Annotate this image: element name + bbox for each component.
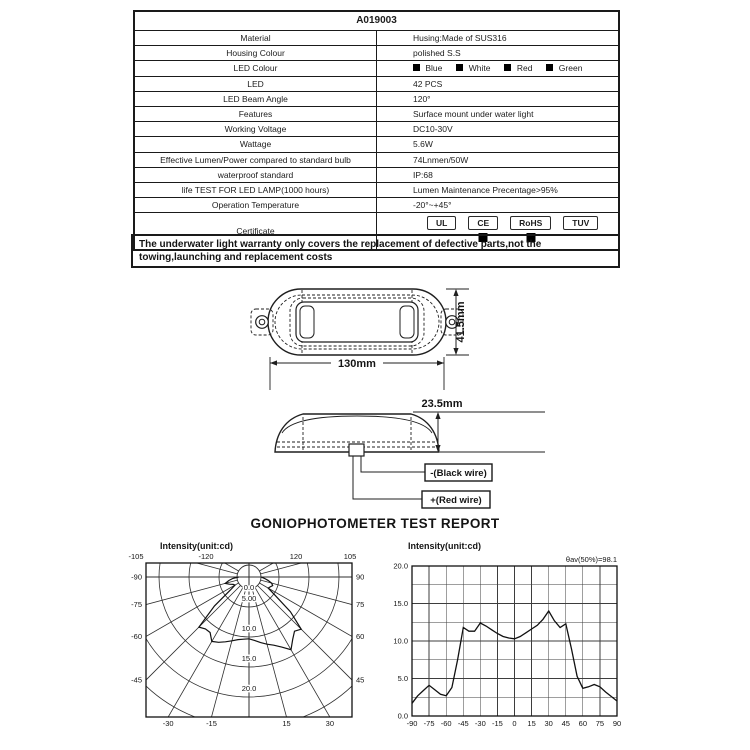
- spec-row-value: 120°: [377, 91, 620, 106]
- polar-top-tick-label: 105: [343, 552, 357, 561]
- polar-intensity-chart: [100, 535, 370, 735]
- arrowhead: [453, 289, 458, 296]
- polar-radial-line--60: [100, 583, 239, 727]
- polar-ring-label: 20.0: [241, 684, 257, 693]
- led-color-option: Red: [504, 63, 532, 73]
- x-tick-label: -45: [457, 719, 469, 728]
- spec-row-value: Surface mount under water light: [377, 106, 620, 121]
- spec-row-label: Working Voltage: [134, 122, 377, 137]
- spec-row-value: polished S.S: [377, 46, 620, 61]
- black-wire-label: -(Black wire): [430, 468, 487, 479]
- drawing-geometry: [251, 289, 545, 499]
- spec-row-label: Operation Temperature: [134, 198, 377, 213]
- polar-top-tick-label: -120: [198, 552, 214, 561]
- spec-row-value: 74Lnmen/50W: [377, 152, 620, 167]
- led-color-option: Green: [546, 63, 582, 73]
- spec-row-value: Husing:Made of SUS316: [377, 31, 620, 46]
- polar-bottom-tick-label: -15: [206, 719, 217, 728]
- spec-row-label: LED Colour: [134, 61, 377, 76]
- polar-bottom-tick-label: 30: [325, 719, 335, 728]
- spec-row-label: Housing Colour: [134, 46, 377, 61]
- x-tick-label: 45: [561, 719, 570, 728]
- spec-row-label: Wattage: [134, 137, 377, 152]
- led-color-option: Blue: [413, 63, 442, 73]
- warranty-note: The underwater light warranty only covers the replacement of defective parts,not the towing,launching and replacement costs: [131, 234, 620, 268]
- y-tick-label: 20.0: [393, 561, 408, 571]
- width-dimension-label: 130mm: [338, 358, 376, 370]
- certificate-box-ul: UL: [427, 216, 456, 230]
- polar-bottom-tick-label: 15: [282, 719, 291, 728]
- spec-row-label: Features: [134, 106, 377, 121]
- line-chart-title: Intensity(unit:cd): [408, 541, 481, 551]
- certificate-box-ce: CE: [468, 216, 498, 230]
- polar-left-tick-label: -45: [131, 675, 142, 685]
- x-tick-label: 30: [544, 719, 553, 728]
- certificate-box-tuv: TUV: [563, 216, 598, 230]
- red-wire-leader-line: [353, 456, 422, 499]
- polar-top-tick-label: 120: [289, 552, 303, 561]
- x-tick-label: 0: [512, 719, 517, 728]
- red-wire-label: +(Red wire): [430, 495, 482, 506]
- spec-row-label: life TEST FOR LED LAMP(1000 hours): [134, 182, 377, 197]
- x-tick-label: 15: [527, 719, 536, 728]
- spec-row-value: IP:68: [377, 167, 620, 182]
- depth-dimension-label: 23.5mm: [421, 398, 463, 410]
- height-dimension-label: 41.5mm: [455, 301, 467, 343]
- spec-row-value: 42 PCS: [377, 76, 620, 91]
- polar-radial-line--15: [171, 589, 246, 735]
- spec-row-label: LED: [134, 76, 377, 91]
- polar-right-tick-label: 90: [356, 572, 365, 582]
- polar-right-tick-label: 75: [356, 600, 365, 610]
- y-tick-label: 15.0: [393, 599, 408, 608]
- spec-row-label: Material: [134, 31, 377, 46]
- arrowhead: [270, 360, 277, 365]
- x-tick-label: -75: [423, 719, 435, 728]
- y-tick-label: 10.0: [393, 636, 408, 646]
- x-tick-label: -15: [491, 719, 503, 728]
- intensity-line-chart: [385, 535, 675, 735]
- spec-row-label: waterproof standard: [134, 167, 377, 182]
- polar-radial-line--30: [100, 587, 243, 735]
- polar-top-tick-label: -105: [128, 552, 144, 561]
- x-tick-label: -60: [440, 719, 452, 728]
- cart-grid: [412, 566, 617, 716]
- spec-row-label: LED Beam Angle: [134, 91, 377, 106]
- x-tick-label: 75: [595, 719, 605, 728]
- polar-radial-line--45: [100, 585, 241, 735]
- x-tick-label: 90: [612, 719, 622, 728]
- polar-chart-geometry: [100, 535, 370, 735]
- spec-row-label: Certificate: [134, 213, 377, 251]
- spec-row-value: 5.6W: [377, 137, 620, 152]
- polar-radial-line-60: [259, 583, 370, 727]
- x-tick-label: -90: [406, 719, 418, 728]
- spec-row-label: Effective Lumen/Power compared to standard bulb: [134, 152, 377, 167]
- spec-row-value: -20°~+45°: [377, 198, 620, 213]
- polar-ring-label: 5.00: [241, 594, 257, 603]
- arrowhead: [453, 348, 458, 355]
- black-wire-leader-line: [361, 456, 425, 472]
- spec-row-value: DC10-30V: [377, 122, 620, 137]
- wire-gland: [349, 444, 364, 456]
- x-tick-label: -30: [474, 719, 486, 728]
- arrowhead: [435, 412, 440, 419]
- spec-row-value: Lumen Maintenance Precentage>95%: [377, 182, 620, 197]
- polar-left-tick-label: -90: [131, 572, 142, 582]
- screw-hole-left: [256, 316, 269, 329]
- polar-ring-label: 0.0: [243, 583, 255, 592]
- polar-left-tick-label: -75: [131, 600, 142, 610]
- product-code-title: A019003: [134, 11, 619, 31]
- x-tick-label: 60: [578, 719, 588, 728]
- beam-angle-annotation: θav(50%)=98.1: [565, 555, 617, 564]
- polar-chart-title: Intensity(unit:cd): [160, 541, 233, 551]
- report-title: GONIOPHOTOMETER TEST REPORT: [250, 516, 500, 531]
- led-color-option: White: [456, 63, 490, 73]
- polar-ring-label: 15.0: [241, 654, 257, 663]
- certificate-box-rohs: RoHS: [510, 216, 551, 230]
- y-tick-label: 5.0: [397, 674, 408, 683]
- polar-ring-label: 10.0: [241, 624, 257, 633]
- polar-right-tick-label: 60: [356, 631, 365, 641]
- y-tick-label: 0.0: [397, 711, 408, 721]
- polar-bottom-tick-label: -30: [162, 719, 174, 728]
- line-chart-geometry: [393, 562, 621, 729]
- polar-left-tick-label: -60: [131, 631, 142, 641]
- polar-right-tick-label: 45: [356, 675, 365, 685]
- arrowhead: [437, 360, 444, 365]
